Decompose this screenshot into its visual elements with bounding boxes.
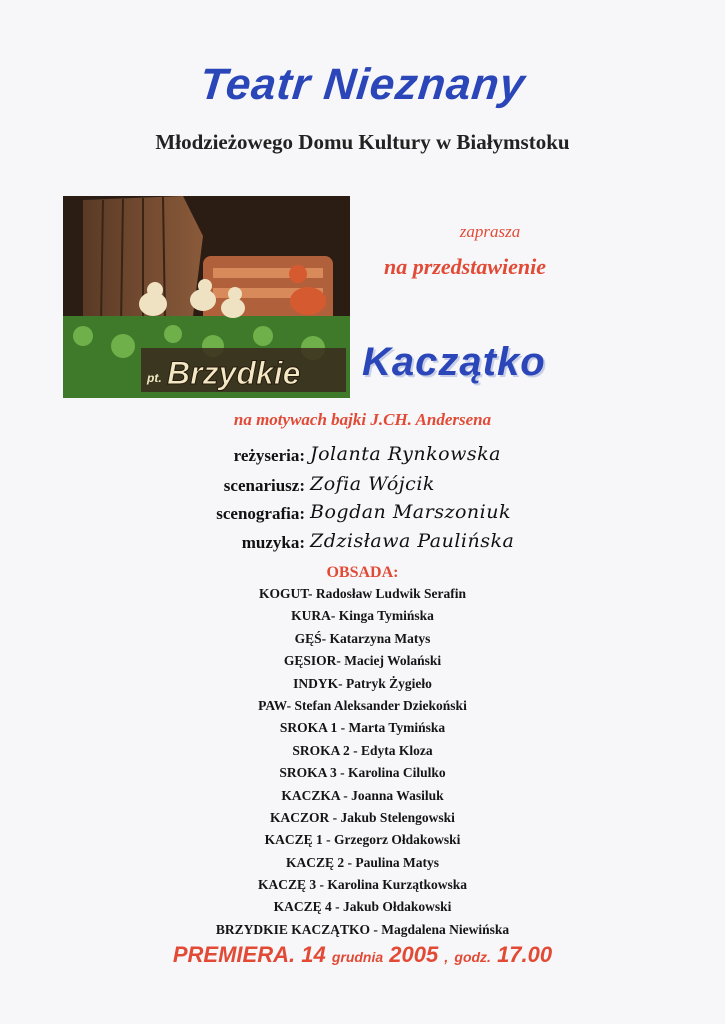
based-on-text: na motywach bajki J.CH. Andersena (233, 410, 492, 429)
cast-member: KACZĘ 1 - Grzegorz Ołdakowski (264, 832, 461, 848)
credit-role: reżyseria: (233, 446, 305, 465)
cast-member: SROKA 1 - Marta Tymińska (279, 720, 446, 736)
cast-member: SROKA 3 - Karolina Cilulko (279, 765, 446, 781)
cast-member: GĘSIOR- Maciej Wolański (283, 653, 442, 669)
premiere-time-label: godz. (454, 949, 491, 965)
premiere-day: 14 (301, 942, 326, 967)
premiere-year: 2005 (389, 942, 439, 967)
theatre-name: Teatr Nieznany (197, 60, 528, 109)
premiere-time: 17.00 (497, 942, 553, 967)
credit-role: scenografia: (216, 504, 305, 523)
cast-member: SROKA 2 - Edyta Kloza (292, 742, 433, 758)
puppet-show-photo (63, 196, 350, 398)
cast-heading: OBSADA: (326, 564, 399, 581)
cast-list (0, 583, 725, 941)
performance-text: na przedstawienie (384, 254, 546, 279)
credit-person: Zdzisława Paulińska (310, 530, 515, 552)
cast-member: KACZĘ 3 - Karolina Kurzątkowska (257, 877, 468, 893)
cast-member: KACZĘ 2 - Paulina Matys (285, 854, 439, 870)
title-part2: Kaczątko (362, 340, 546, 384)
premiere-label: PREMIERA (172, 942, 289, 967)
cast-member: INDYK- Patryk Żygieło (293, 675, 432, 691)
premiere-month: grudnia (331, 949, 384, 965)
cast-member: KACZOR - Jakub Stelengowski (270, 809, 455, 825)
cast-member: KACZĘ 4 - Jakub Ołdakowski (273, 899, 452, 915)
invites-text: zaprasza (459, 222, 521, 241)
cast-member: KOGUT- Radosław Ludwik Serafin (259, 586, 466, 601)
cast-member: GĘŚ- Katarzyna Matys (294, 630, 431, 646)
cast-member: BRZYDKIE KACZĄTKO - Magdalena Niewińska (215, 921, 510, 937)
credit-person: Jolanta Rynkowska (310, 443, 501, 465)
puppet-scene-illustration (63, 196, 350, 398)
cast-member: PAW- Stefan Aleksander Dziekoński (258, 697, 467, 713)
title-prefix: pt. (147, 371, 162, 385)
separator-comma: , (444, 949, 449, 965)
theatre-subtitle: Młodzieżowego Domu Kultury w Białymstoku (155, 130, 570, 154)
cast-member: KACZKA - Joanna Wasiluk (281, 787, 444, 803)
cast-member: KURA- Kinga Tymińska (291, 608, 434, 624)
premiere-line: PREMIERA. 14 grudnia 2005 , godz. 17.00 (172, 942, 553, 967)
credit-role: muzyka: (241, 533, 305, 552)
credit-person: Bogdan Marszoniuk (310, 501, 511, 523)
credit-role: scenariusz: (223, 476, 305, 495)
title-part1: Brzydkie (167, 355, 301, 391)
credit-person: Zofia Wójcik (310, 473, 435, 495)
